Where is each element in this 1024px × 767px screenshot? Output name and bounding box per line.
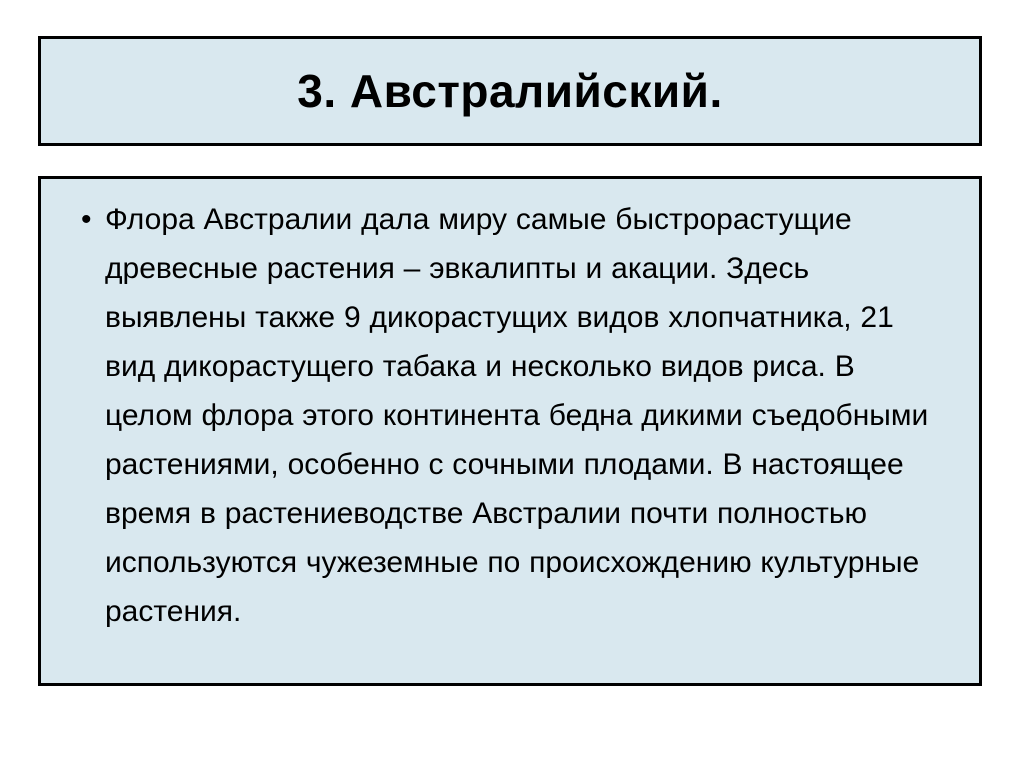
list-item [63,195,951,636]
bullet-text: Флора Австралии дала миру самые быстрорастущие древесные растения – эвкалипты и акации. Здесь выявлены также 9 дикорастущих видов хлопчатника, 21 вид дикорастущего табака и несколько видов риса. В целом флора этого континента бедна дикими съедобными растениями, особенно с сочными плодами. В настоящее время в растениеводстве Австралии почти полностью используются чужеземные по происхождению культурные растения. [105,203,929,628]
page-title: 3. Австралийский. [297,64,723,117]
bullet-marker-icon: • [81,203,92,236]
slide-body-box [38,176,982,686]
slide-title-box [38,36,982,146]
